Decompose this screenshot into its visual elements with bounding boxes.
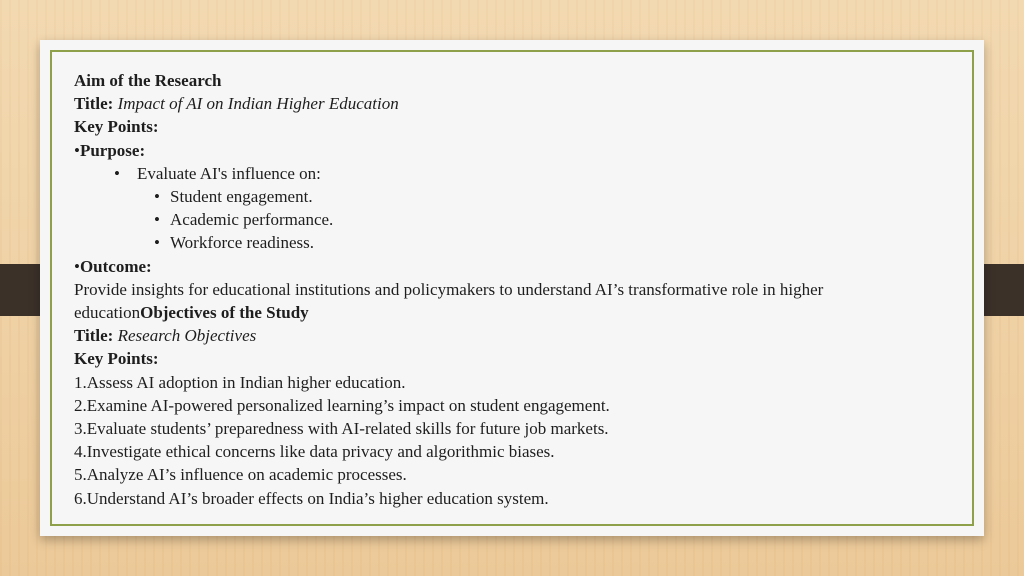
objective-item: 3.Evaluate students’ preparedness with AI-related skills for future job markets. — [74, 419, 609, 439]
objective-item: 6.Understand AI’s broader effects on India’s higher education system. — [74, 488, 549, 508]
objective-item: 4.Investigate ethical concerns like data privacy and algorithmic biases. — [74, 442, 555, 462]
objective-item: 1.Assess AI adoption in Indian higher education. — [74, 372, 406, 392]
title-label: Title: — [74, 326, 114, 346]
key-points-label: Key Points: — [74, 117, 159, 137]
aim-title: Impact of AI on Indian Higher Education — [117, 94, 399, 114]
objectives-title-line — [74, 324, 954, 347]
objective-item: 5.Analyze AI’s influence on academic processes. — [74, 465, 407, 485]
objectives-title: Research Objectives — [117, 326, 257, 346]
bullet-icon: • — [154, 187, 160, 207]
purpose-item-text: Student engagement. — [170, 187, 313, 207]
purpose-line — [74, 139, 954, 162]
purpose-item-text: Workforce readiness. — [170, 233, 315, 253]
bullet-icon: • — [74, 140, 80, 160]
objective-item: 2.Examine AI-powered personalized learning’s impact on student engagement. — [74, 395, 610, 415]
bullet-icon: • — [74, 256, 80, 276]
bullet-icon: • — [154, 233, 160, 253]
purpose-item — [74, 231, 954, 254]
outcome-line — [74, 255, 954, 278]
objectives-heading-line — [74, 301, 954, 324]
aim-title-line — [74, 92, 954, 115]
purpose-item — [74, 208, 954, 231]
bullet-icon: • — [154, 210, 160, 230]
slide-card — [40, 40, 984, 536]
slide-content — [74, 69, 954, 510]
outcome-tail: education — [74, 303, 141, 323]
outcome-text: Provide insights for educational institutions and policymakers to understand AI’s transformative role in higher — [74, 279, 824, 299]
key-points-label: Key Points: — [74, 349, 159, 369]
purpose-item-text: Academic performance. — [170, 210, 334, 230]
outcome-label: Outcome: — [79, 256, 152, 276]
aim-heading: Aim of the Research — [74, 71, 222, 90]
objectives-heading: Objectives of the Study — [140, 303, 309, 323]
purpose-item — [74, 185, 954, 208]
purpose-label: Purpose: — [79, 140, 146, 160]
purpose-text: Evaluate AI's influence on: — [137, 163, 321, 183]
purpose-text-line — [74, 162, 954, 185]
title-label: Title: — [74, 94, 114, 114]
bullet-icon: • — [114, 163, 120, 183]
